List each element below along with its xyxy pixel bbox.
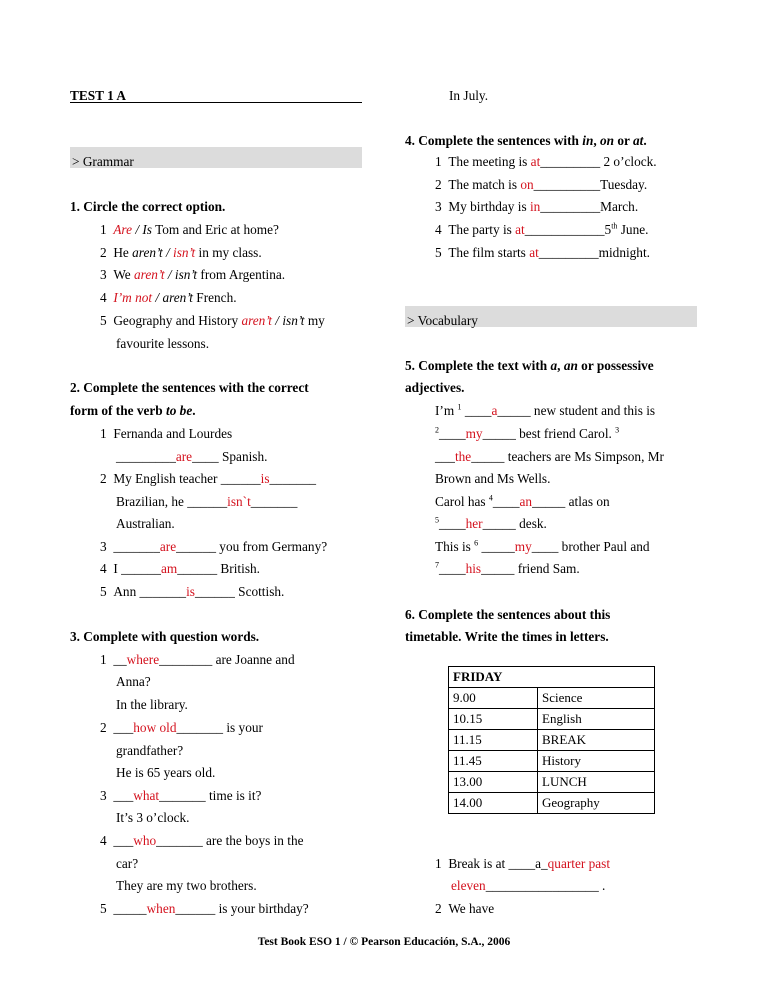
ex2-title: 2. Complete the sentences with the correct <box>70 380 309 395</box>
ex2-item: 1 Fernanda and Lourdes <box>100 426 233 441</box>
timetable-subject: English <box>538 709 655 730</box>
ex2-item: Australian. <box>116 516 175 531</box>
ex1-item: 5 Geography and History aren’t / isn’t my <box>100 313 325 328</box>
ex1-item: 2 He aren’t / isn’t in my class. <box>100 245 262 260</box>
ex2-item: 5 Ann _______is______ Scottish. <box>100 584 285 599</box>
ex1-item-cont: favourite lessons. <box>116 336 210 351</box>
ex3-item: 2 ___how old_______ is your <box>100 720 263 735</box>
ex5-line: $^2$____my_____ best friend Carol. $^3$ <box>435 425 620 441</box>
ex4-item: 3 My birthday is in_________March. <box>435 199 639 214</box>
ex3-item: In the library. <box>116 697 188 712</box>
ex4-item: 2 The match is on__________Tuesday. <box>435 177 648 192</box>
ex3-item: 5 _____when______ is your birthday? <box>100 901 309 916</box>
ex4-title: 4. Complete the sentences with in, on or at. <box>405 133 647 148</box>
ex6-item-cont: eleven_________________ . <box>451 878 606 893</box>
timetable <box>448 666 655 814</box>
ex5-title: 5. Complete the text with a, an or possessive <box>405 358 654 373</box>
ex5-line: $^7$____his_____ friend Sam. <box>435 560 580 576</box>
title-underline <box>70 102 362 103</box>
ex1-item: 4 I’m not / aren’t French. <box>100 290 237 305</box>
ex4-item: 4 The party is at____________5th June. <box>435 221 649 237</box>
test-title: TEST 1 A <box>70 88 126 103</box>
vocabulary-heading: > Vocabulary <box>407 313 478 328</box>
in-july: In July. <box>449 88 489 103</box>
ex5-line: Brown and Ms Wells. <box>435 471 551 486</box>
ex5-line: $^5$____her_____ desk. <box>435 515 547 531</box>
timetable-subject: LUNCH <box>538 772 655 793</box>
ex5-line: I’m $^1$ ____a_____ new student and this is <box>435 402 656 418</box>
grammar-heading: > Grammar <box>72 154 134 169</box>
timetable-subject: BREAK <box>538 730 655 751</box>
timetable-time: 14.00 <box>449 793 538 814</box>
ex3-item: It’s 3 o’clock. <box>116 810 190 825</box>
ex4-item: 5 The film starts at_________midnight. <box>435 245 650 260</box>
timetable-subject: Science <box>538 688 655 709</box>
ex6-title-2: timetable. Write the times in letters. <box>405 629 609 644</box>
ex3-item: 1 __where________ are Joanne and <box>100 652 295 667</box>
ex1-title: 1. Circle the correct option. <box>70 199 226 214</box>
ex3-item: Anna? <box>116 674 151 689</box>
footer: Test Book ESO 1 / © Pearson Educación, S.A., 2006 <box>257 936 511 948</box>
timetable-time: 11.15 <box>449 730 538 751</box>
ex2-item: _________are____ Spanish. <box>116 449 268 464</box>
timetable-time: 10.15 <box>449 709 538 730</box>
ex4-item: 1 The meeting is at_________ 2 o’clock. <box>435 154 657 169</box>
ex1-item: 1 Are / Is Tom and Eric at home? <box>100 222 279 237</box>
timetable-subject: Geography <box>538 793 655 814</box>
timetable-time: 11.45 <box>449 751 538 772</box>
ex3-item: 4 ___who_______ are the boys in the <box>100 833 304 848</box>
ex5-title-2: adjectives. <box>405 380 465 395</box>
timetable-time: 13.00 <box>449 772 538 793</box>
ex5-line: This is $^6$ _____my____ brother Paul and <box>435 538 650 554</box>
ex3-item: car? <box>116 856 139 871</box>
ex3-item: grandfather? <box>116 743 184 758</box>
ex6-item: 2 We have <box>435 901 495 916</box>
ex3-item: He is 65 years old. <box>116 765 216 780</box>
ex2-item: 3 _______are______ you from Germany? <box>100 539 328 554</box>
ex6-item: 1 Break is at ____a_quarter past <box>435 856 611 871</box>
ex5-line: Carol has $^4$____an_____ atlas on <box>435 493 610 509</box>
ex2-item: 2 My English teacher ______is_______ <box>100 471 317 486</box>
ex1-item: 3 We aren’t / isn’t from Argentina. <box>100 267 286 282</box>
timetable-header: FRIDAY <box>449 667 655 688</box>
ex2-title-2: form of the verb to be. <box>70 403 196 418</box>
ex2-item: 4 I ______am______ British. <box>100 561 260 576</box>
ex6-title: 6. Complete the sentences about this <box>405 607 611 622</box>
ex5-line: ___the_____ teachers are Ms Simpson, Mr <box>435 449 664 464</box>
ex2-item: Brazilian, he ______isn`t_______ <box>116 494 298 509</box>
timetable-subject: History <box>538 751 655 772</box>
ex3-item: They are my two brothers. <box>116 878 257 893</box>
ex3-item: 3 ___what_______ time is it? <box>100 788 262 803</box>
ex3-title: 3. Complete with question words. <box>70 629 260 644</box>
timetable-time: 9.00 <box>449 688 538 709</box>
